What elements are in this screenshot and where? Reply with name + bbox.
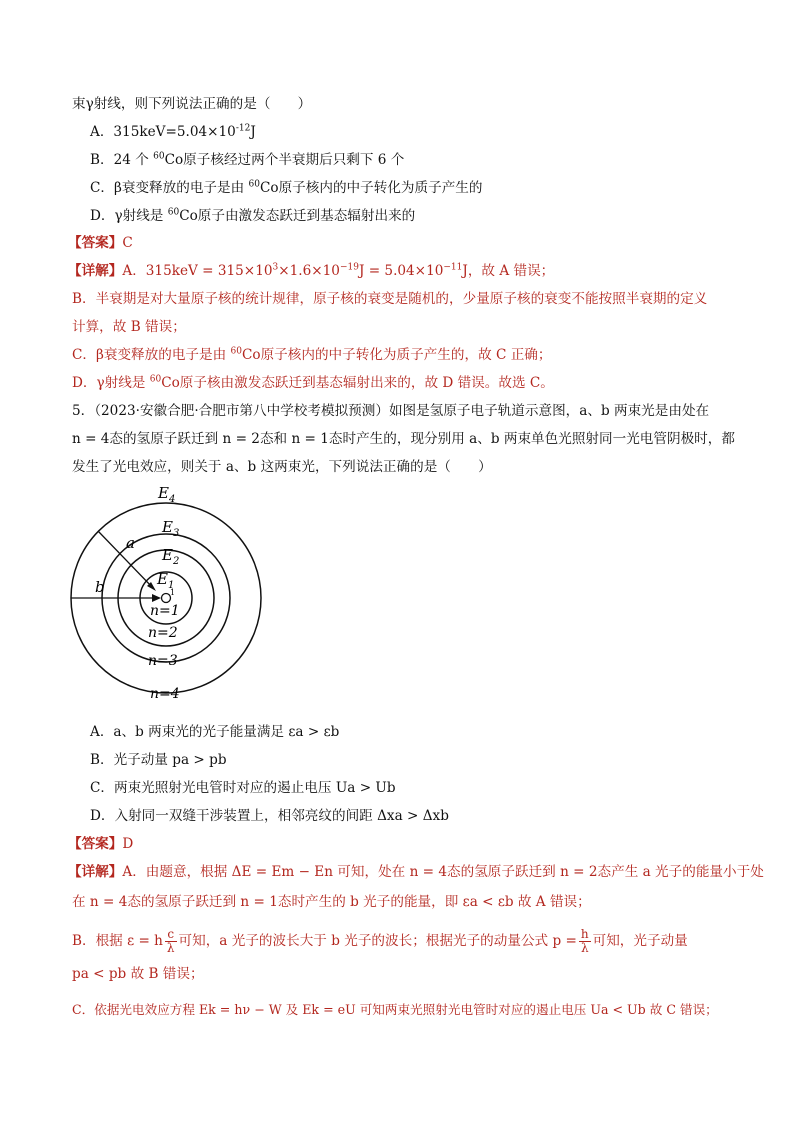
q5-answer: 【答案】D: [68, 836, 134, 852]
q4-option-b: B．24 个 $^{60}$Co原子核经过两个半衰期后只剩下 6 个: [90, 151, 405, 168]
q4-detail-b-line2: 计算，故 B 错误；: [72, 319, 186, 335]
q4-detail-d: D．γ射线是 $^{60}$Co原子核由激发态跃迁到基态辐射出来的，故 D 错误。故选 C。: [72, 374, 554, 391]
q5-stem-line1: 5．（2023·安徽合肥·合肥市第八中学校考模拟预测）如图是氢原子电子轨道示意图，a、b 两束光是由处在: [72, 403, 710, 419]
q5-option-c: C．两束光照射光电管时对应的遏止电压 Ua > Ub: [90, 780, 396, 796]
label-n3: n=3: [148, 653, 178, 669]
label-e4: $E_4$: [158, 484, 176, 505]
q4-option-a: A．$315keV=5.04\times 10^{-12}J$: [90, 123, 256, 140]
q5-option-d: D．入射同一双缝干涉装置上，相邻亮纹的间距 Δxa > Δxb: [90, 808, 449, 824]
fraction-c-over-lambda: $\frac{c}{\lambda}$: [166, 927, 175, 955]
q5-detail-b-line1: B．根据 ε = h $\frac{c}{\lambda}$ 可知，a 光子的波长大于 b 光子的波长；根据光子的动量公式 p = $\frac{h}{\lambda}$ 可知，光子动量: [72, 927, 688, 955]
q5-detail-c: C．依据光电效应方程 Ek = hν − W 及 Ek = eU 可知两束光照射光电管时对应的遏止电压 Ua < Ub 故 C 错误；: [72, 1002, 718, 1017]
q4-answer: 【答案】C: [68, 235, 133, 251]
q4-option-d: D．γ射线是 $^{60}$Co原子由激发态跃迁到基态辐射出来的: [90, 207, 416, 224]
label-b: b: [95, 578, 105, 596]
q5-detail-a-line2: 在 n = 4态的氢原子跃迁到 n = 1态时产生的 b 光子的能量，即 εa < εb 故 A 错误；: [72, 894, 591, 910]
q5-stem-line2: n = 4态的氢原子跃迁到 n = 2态和 n = 1态时产生的，现分别用 a、b 两束单色光照射同一光电管阴极时，都: [72, 431, 735, 447]
hydrogen-orbit-diagram: [68, 482, 268, 702]
q4-option-c: C．β衰变释放的电子是由 $^{60}$Co原子核内的中子转化为质子产生的: [90, 179, 483, 196]
label-e3: $E_3$: [162, 518, 180, 539]
q4-stem-tail: 束γ射线，则下列说法正确的是（ ）: [72, 96, 312, 112]
fraction-h-over-lambda: $\frac{h}{\lambda}$: [580, 927, 589, 955]
q4-detail-b-line1: B．半衰期是对大量原子核的统计规律，原子核的衰变是随机的，少量原子核的衰变不能按照半衰期的定义: [72, 291, 708, 307]
label-nucleus: 1: [170, 588, 176, 597]
label-n4: n=4: [150, 686, 180, 702]
arrow-b-head: [152, 594, 161, 602]
q4-detail-a: 【详解】A．$315keV = 315\times 10^3\times 1.6\times 10^{-19}J = 5.04\times 10^{-11}J$，故 A 错误；: [68, 262, 555, 279]
label-a: a: [126, 534, 135, 552]
label-e1: $E_1$: [157, 570, 175, 591]
label-e2: $E_2$: [162, 546, 180, 567]
q5-stem-line3: 发生了光电效应，则关于 a、b 这两束光，下列说法正确的是（ ）: [72, 459, 492, 475]
q4-detail-c: C．β衰变释放的电子是由 $^{60}$Co原子核内的中子转化为质子产生的，故 C 正确；: [72, 346, 552, 363]
q5-detail-b-line2: pa < pb 故 B 错误；: [72, 966, 204, 982]
q5-detail-a-line1: 【详解】A．由题意，根据 ΔE = Em − En 可知，处在 n = 4态的氢原子跃迁到 n = 2态产生 a 光子的能量小于处: [68, 864, 764, 880]
label-n1: n=1: [150, 603, 180, 619]
q5-option-b: B．光子动量 pa > pb: [90, 752, 227, 768]
q5-option-a: A．a、b 两束光的光子能量满足 εa > εb: [90, 724, 340, 740]
label-n2: n=2: [148, 625, 178, 641]
